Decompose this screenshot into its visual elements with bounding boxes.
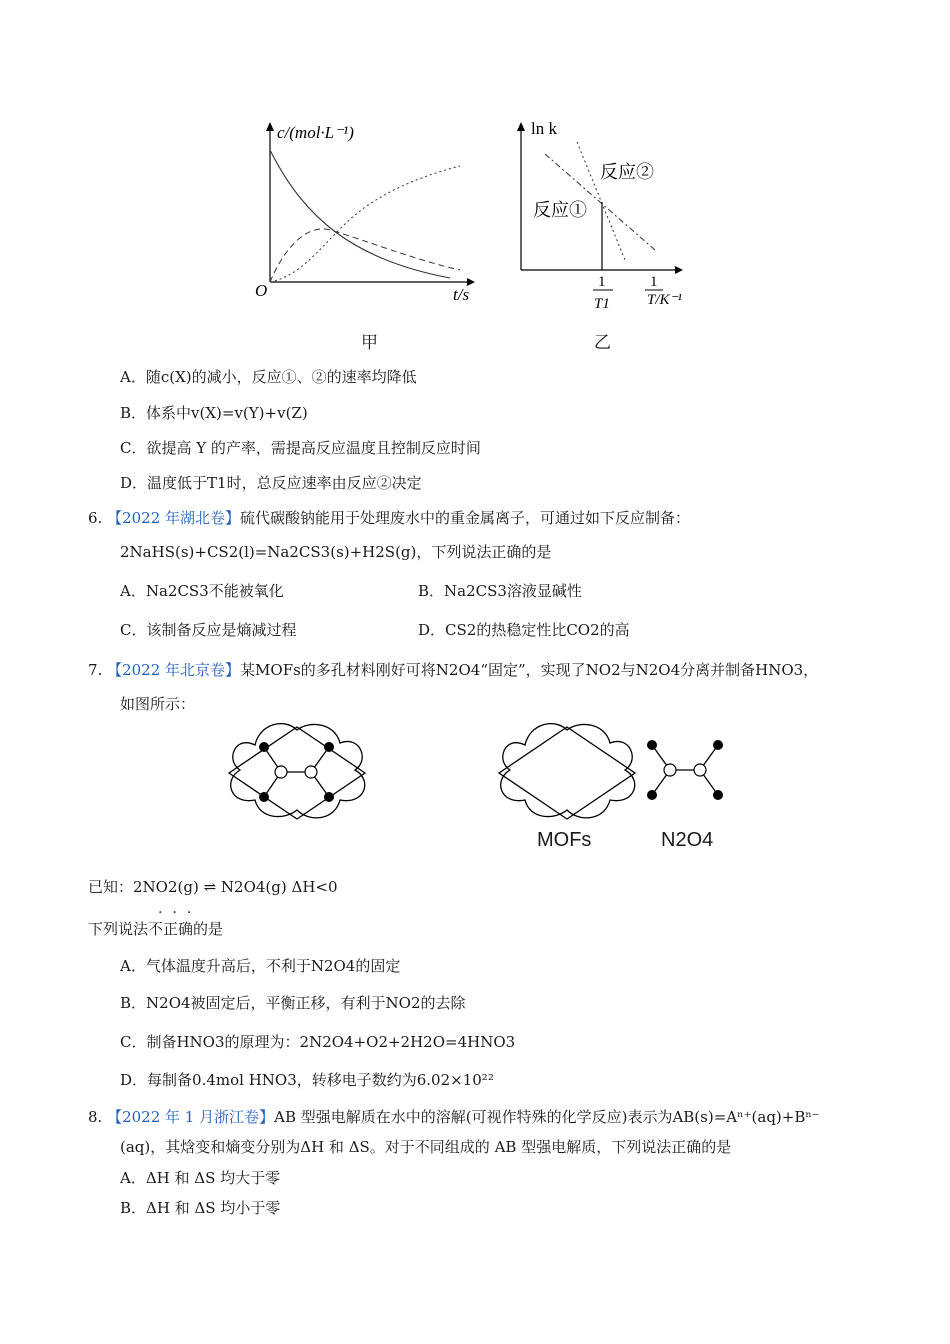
emphasis-dots: ··· [158, 905, 202, 921]
yi-tick2-num: 1 [650, 274, 658, 290]
q7-option-d[interactable]: D．每制备0.4mol HNO3，转移电子数约为6.02×10²² [120, 1071, 494, 1089]
mofs-diagram [495, 715, 640, 825]
q7-stem: 某MOFs的多孔材料刚好可将N2O4“固定”，实现了NO2与N2O4分离并制备HNO3， [240, 661, 819, 679]
q6-option-b[interactable]: B．Na2CS3溶液显碱性 [418, 582, 582, 600]
yi-caption: 乙 [594, 333, 611, 353]
q8-header [88, 1107, 820, 1127]
q8-option-b[interactable]: B．ΔH 和 ΔS 均小于零 [120, 1199, 281, 1217]
jia-caption: 甲 [361, 333, 378, 353]
n2o4-molecule [640, 735, 735, 805]
q8-number: 8. [88, 1108, 103, 1126]
figure-jia [245, 110, 490, 310]
q6-option-d[interactable]: D．CS2的热稳定性比CO2的高 [418, 621, 630, 639]
curve-z [270, 166, 460, 282]
q7-question: 下列说法不正确的是 [88, 920, 224, 938]
figure-yi [505, 110, 715, 320]
q5-option-c[interactable]: C．欲提高 Y 的产率，需提高反应温度且控制反应时间 [120, 439, 481, 457]
q8-stem: AB 型强电解质在水中的溶解(可视作特殊的化学反应)表示为AB(s)=Aⁿ⁺(aq)+Bⁿ⁻ [274, 1108, 820, 1126]
q7-option-b[interactable]: B．N2O4被固定后，平衡正移，有利于NO2的去除 [120, 994, 466, 1012]
q6-number: 6. [88, 509, 103, 527]
mofs-with-n2o4-diagram [225, 715, 370, 825]
q7-option-a[interactable]: A．气体温度升高后，不利于N2O4的固定 [120, 957, 401, 975]
yi-tick1-den: T1 [594, 296, 610, 312]
q5-option-b[interactable]: B．体系中v(X)=v(Y)+v(Z) [120, 404, 308, 422]
yi-reaction2: 反应② [600, 162, 654, 182]
jia-origin: O [255, 281, 268, 300]
q7-stem2: 如图所示： [120, 695, 196, 713]
jia-x-label: t/s [453, 285, 470, 304]
jia-y-label: c/(mol·L⁻¹) [277, 123, 354, 142]
q6-source: 【2022 年湖北卷】 [107, 509, 241, 527]
q6-option-c[interactable]: C．该制备反应是熵减过程 [120, 621, 297, 639]
q8-source: 【2022 年 1 月浙江卷】 [107, 1108, 275, 1126]
q8-stem2: (aq)，其焓变和熵变分别为ΔH 和 ΔS。对于不同组成的 AB 型强电解质，下列说法正确的是 [120, 1138, 732, 1156]
yi-y-label: ln k [531, 119, 557, 138]
q6-equation: 2NaHS(s)+CS2(l)=Na2CS3(s)+H2S(g)，下列说法正确的是 [120, 543, 552, 561]
yi-tick2-den: T/K⁻¹ [647, 292, 682, 308]
q7-known: 已知：2NO2(g) ⇌ N2O4(g) ΔH<0 [88, 878, 338, 896]
yi-tick1-num: 1 [598, 274, 606, 290]
q7-header [88, 660, 818, 680]
q6-header [88, 508, 690, 528]
q5-option-d[interactable]: D．温度低于T1时，总反应速率由反应②决定 [120, 474, 422, 492]
q6-stem: 硫代碳酸钠能用于处理废水中的重金属离子，可通过如下反应制备： [240, 509, 691, 527]
n2o4-label: N2O4 [661, 829, 714, 851]
q8-option-a[interactable]: A．ΔH 和 ΔS 均大于零 [120, 1169, 281, 1187]
curve-x [270, 150, 450, 278]
mofs-label: MOFs [537, 829, 592, 851]
q6-option-a[interactable]: A．Na2CS3不能被氧化 [120, 582, 284, 600]
q5-option-a[interactable]: A．随c(X)的减小，反应①、②的速率均降低 [120, 368, 417, 386]
q7-number: 7. [88, 661, 103, 679]
q7-option-c[interactable]: C．制备HNO3的原理为：2N2O4+O2+2H2O=4HNO3 [120, 1033, 516, 1051]
q7-source: 【2022 年北京卷】 [107, 661, 241, 679]
yi-reaction1: 反应① [533, 200, 587, 220]
